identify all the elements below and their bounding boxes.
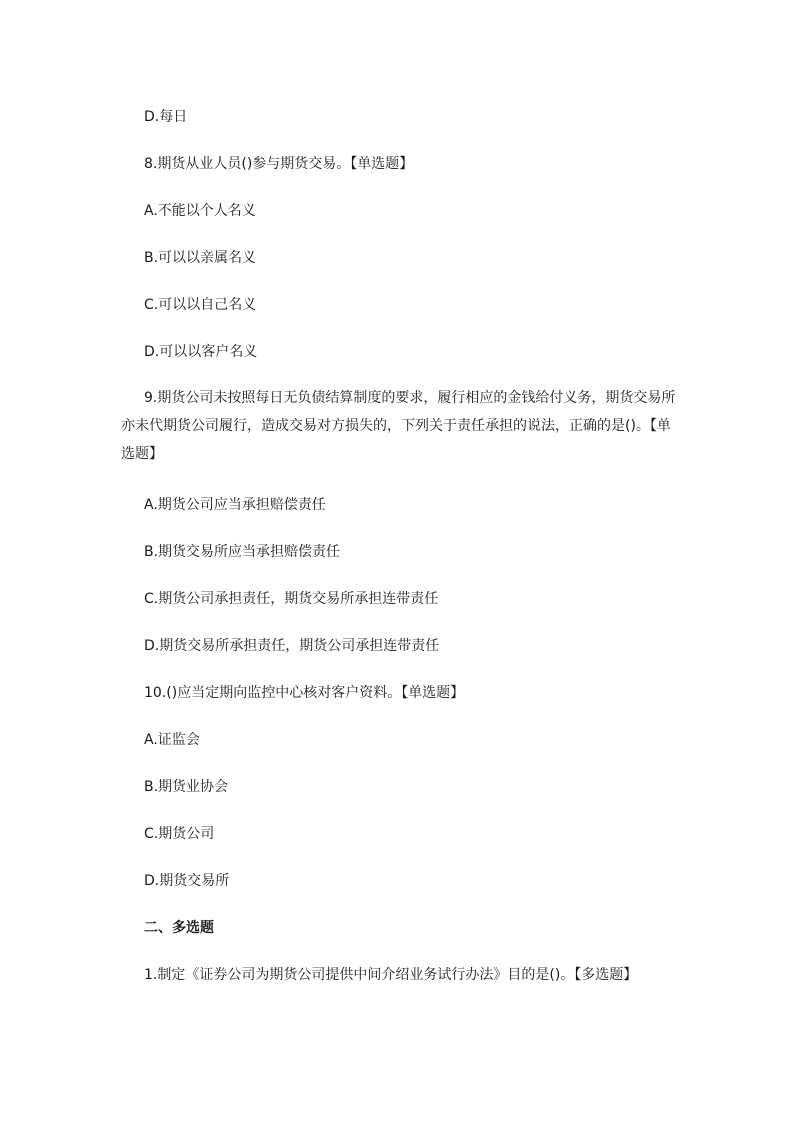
q10-option-d: D.期货交易所 [144,873,230,889]
q8-stem: 8.期货从业人员()参与期货交易。【单选题】 [144,156,414,172]
q9-stem: 9.期货公司未按照每日无负债结算制度的要求，履行相应的金钱给付义务，期货交易所亦未代期货公司履行，造成交易对方损失的，下列关于责任承担的说法，正确的是()。【单选题】 [121,390,676,462]
q9-option-a: A.期货公司应当承担赔偿责任 [144,497,326,513]
q7-option-d: D.每日 [144,109,188,125]
q10-option-b: B.期货业协会 [144,779,229,795]
q8-option-d: D.可以以客户名义 [144,344,258,360]
q10-stem: 10.()应当定期向监控中心核对客户资料。【单选题】 [144,685,465,701]
section-heading-multiple-choice: 二、多选题 [144,920,214,936]
mq1-stem: 1.制定《证券公司为期货公司提供中间介绍业务试行办法》目的是()。【多选题】 [144,967,638,983]
q8-option-c: C.可以以自己名义 [144,297,257,313]
q10-option-a: A.证监会 [144,732,200,748]
q8-option-a: A.不能以个人名义 [144,203,256,219]
q10-option-c: C.期货公司 [144,826,215,842]
q8-option-b: B.可以以亲属名义 [144,250,257,266]
q9-option-c: C.期货公司承担责任，期货交易所承担连带责任 [144,591,439,607]
q9-option-d: D.期货交易所承担责任，期货公司承担连带责任 [144,638,440,654]
q9-option-b: B.期货交易所应当承担赔偿责任 [144,544,341,560]
